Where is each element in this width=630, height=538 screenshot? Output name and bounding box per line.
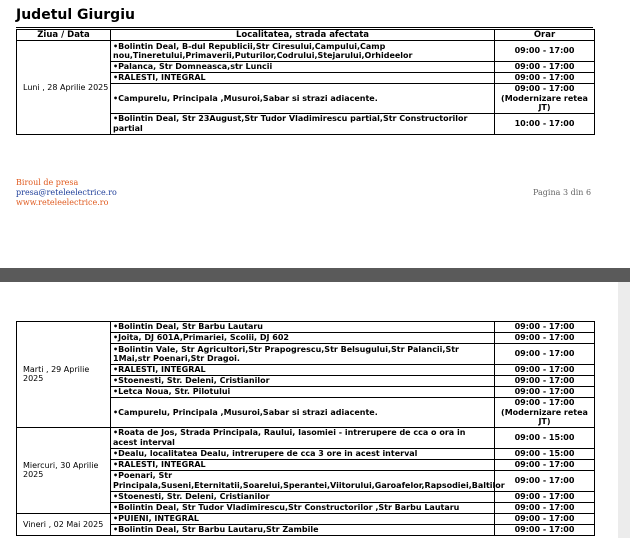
document-page-3: [0, 0, 630, 268]
viewer-side-margin: [618, 282, 630, 538]
press-office-label: Biroul de presa: [16, 178, 79, 187]
day-cell: Marti , 29 Aprilie 2025: [17, 322, 111, 428]
schedule-cell: [495, 398, 595, 428]
press-email-link[interactable]: presa@reteleelectrice.ro: [16, 188, 117, 197]
locality-cell: •Bolintin Deal, Str Barbu Lautaru: [111, 322, 495, 333]
locality-cell: •Palanca, Str Domneasca,str Luncii: [111, 62, 495, 73]
header-schedule: Orar: [495, 30, 595, 41]
schedule-cell: 09:00 - 17:00: [495, 387, 595, 398]
table-row: [17, 427, 595, 448]
page-separator: [0, 268, 630, 282]
locality-cell: •Bolintin Deal, Str 23August,Str Tudor Vladimirescu partial,Str Constructorilor partial: [111, 113, 495, 134]
schedule-cell: 09:00 - 17:00: [495, 470, 595, 491]
schedule-cell: 09:00 - 17:00: [495, 333, 595, 344]
schedule-cell: 09:00 - 17:00: [495, 344, 595, 365]
locality-cell: •RALESTI, INTEGRAL: [111, 459, 495, 470]
schedule-cell: 09:00 - 17:00: [495, 513, 595, 524]
schedule-cell: 09:00 - 17:00: [495, 491, 595, 502]
locality-cell: •Bolintin Deal, Str Tudor Vladimirescu,Str Constructorilor ,Str Barbu Lautaru: [111, 502, 495, 513]
county-title: Judetul Giurgiu: [16, 7, 135, 23]
website-link[interactable]: www.reteleelectrice.ro: [16, 198, 109, 207]
locality-cell: •Stoenesti, Str. Deleni, Cristianilor: [111, 491, 495, 502]
header-locality: Localitatea, strada afectata: [111, 30, 495, 41]
outage-table-page-4: [16, 321, 595, 536]
locality-cell: •PUIENI, INTEGRAL: [111, 513, 495, 524]
locality-cell: •Bolintin Vale, Str Agricultori,Str Prapogrescu,Str Belsugului,Str Palancii,Str 1Mai,str Poenari,Str Dragoi.: [111, 344, 495, 365]
locality-cell: •Dealu, localitatea Dealu, intrerupere de cca 3 ore in acest interval: [111, 448, 495, 459]
day-cell: Luni , 28 Aprilie 2025: [17, 41, 111, 135]
header-date: Ziua / Data: [17, 30, 111, 41]
title-divider: [16, 27, 593, 28]
schedule-cell: 09:00 - 17:00: [495, 376, 595, 387]
locality-cell: •Stoenesti, Str. Deleni, Cristianilor: [111, 376, 495, 387]
schedule-cell: 09:00 - 17:00: [495, 62, 595, 73]
locality-cell: •RALESTI, INTEGRAL: [111, 365, 495, 376]
locality-cell: •Roata de Jos, Strada Principala, Raului, Iasomiei - intrerupere de cca o ora in acest interval: [111, 427, 495, 448]
locality-cell: •Campurelu, Principala ,Musuroi,Sabar si strazi adiacente.: [111, 84, 495, 114]
table-header-row: [17, 30, 595, 41]
schedule-time: 09:00 - 17:00: [514, 84, 575, 93]
table-row: [17, 322, 595, 333]
outage-table-page-3: [16, 29, 595, 135]
schedule-note: (Modernizare retea JT): [501, 93, 588, 112]
locality-cell: •Bolintin Deal, Str Barbu Lautaru,Str Zambile: [111, 524, 495, 535]
locality-cell: •Letca Noua, Str. Pilotului: [111, 387, 495, 398]
schedule-cell: 09:00 - 17:00: [495, 502, 595, 513]
schedule-cell: 10:00 - 17:00: [495, 113, 595, 134]
schedule-cell: [495, 84, 595, 114]
schedule-cell: 09:00 - 15:00: [495, 448, 595, 459]
schedule-cell: 09:00 - 17:00: [495, 73, 595, 84]
schedule-cell: 09:00 - 17:00: [495, 41, 595, 62]
locality-cell: •Bolintin Deal, B-dul Republicii,Str Ciresului,Campului,Camp nou,Tineretului,Primaverii,Puturilor,Codrului,Stejarului,Orhideelor: [111, 41, 495, 62]
locality-cell: •Campurelu, Principala ,Musuroi,Sabar si strazi adiacente.: [111, 398, 495, 428]
press-office-footer: [16, 178, 117, 208]
table-row: [17, 513, 595, 524]
day-cell: Miercuri, 30 Aprilie 2025: [17, 427, 111, 513]
schedule-time: 09:00 - 17:00: [514, 398, 575, 407]
locality-cell: •Poenari, Str Principala,Suseni,Eternitatii,Soarelui,Sperantei,Viitorului,Garoafelor,Rapsodiei,Baltilor: [111, 470, 495, 491]
locality-cell: •Joita, DJ 601A,Primariei, Scolii, DJ 602: [111, 333, 495, 344]
day-cell: Vineri , 02 Mai 2025: [17, 513, 111, 535]
schedule-cell: 09:00 - 15:00: [495, 427, 595, 448]
schedule-note: (Modernizare retea JT): [501, 407, 588, 426]
locality-cell: •RALESTI, INTEGRAL: [111, 73, 495, 84]
page-number: Pagina 3 din 6: [533, 188, 592, 197]
schedule-cell: 09:00 - 17:00: [495, 322, 595, 333]
schedule-cell: 09:00 - 17:00: [495, 459, 595, 470]
schedule-cell: 09:00 - 17:00: [495, 365, 595, 376]
table-row: [17, 41, 595, 62]
schedule-cell: 09:00 - 17:00: [495, 524, 595, 535]
